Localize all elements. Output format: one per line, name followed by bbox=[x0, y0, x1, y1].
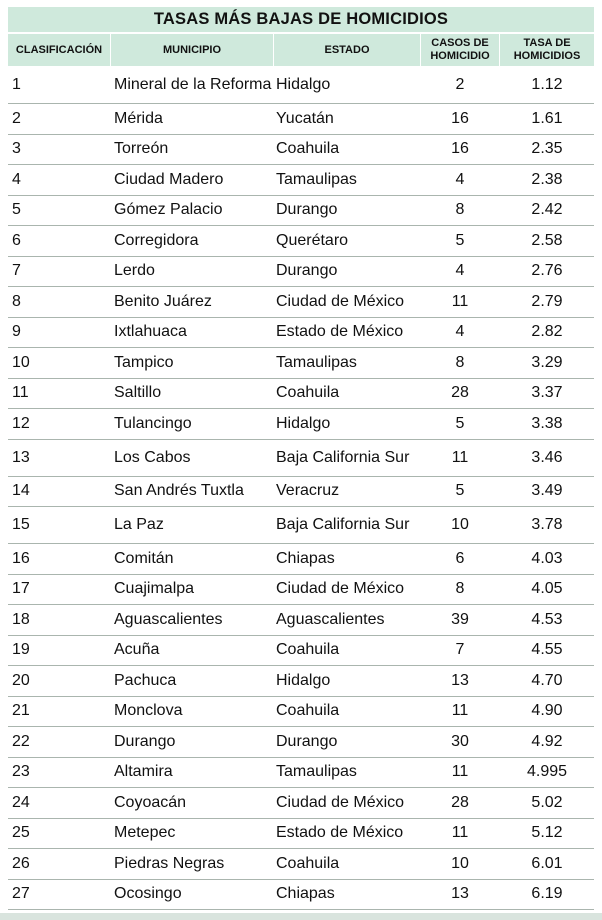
table-row bbox=[8, 727, 594, 758]
rank-cell: 11 bbox=[12, 384, 29, 402]
casos-cell: 6 bbox=[455, 549, 465, 567]
casos-cell: 13 bbox=[451, 885, 469, 903]
rank-cell: 5 bbox=[12, 201, 21, 219]
casos-cell: 8 bbox=[455, 353, 465, 371]
municipio-cell: Torreón bbox=[114, 140, 169, 158]
table-row bbox=[8, 104, 594, 135]
casos-cell: 2 bbox=[455, 75, 465, 93]
header-tasa-line1: TASA DE bbox=[523, 37, 571, 49]
casos-cell: 11 bbox=[451, 824, 469, 842]
municipio-cell: Pachuca bbox=[114, 671, 177, 689]
tasa-cell: 6.01 bbox=[531, 854, 563, 872]
estado-cell: Aguascalientes bbox=[276, 610, 385, 628]
rank-cell: 15 bbox=[12, 516, 30, 533]
municipio-cell: Comitán bbox=[114, 549, 174, 567]
estado-cell: Coahuila bbox=[276, 384, 340, 402]
municipio-cell: Lerdo bbox=[114, 262, 155, 280]
estado-cell: Coahuila bbox=[276, 702, 340, 720]
casos-cell: 4 bbox=[455, 170, 465, 188]
tasa-cell: 1.12 bbox=[531, 75, 563, 93]
municipio-cell: Mineral de la Reforma bbox=[114, 75, 272, 93]
casos-cell: 8 bbox=[455, 201, 465, 219]
estado-cell: Durango bbox=[276, 732, 338, 750]
tasa-cell: 4.92 bbox=[531, 732, 563, 750]
table-row bbox=[8, 66, 594, 104]
municipio-cell: Corregidora bbox=[114, 231, 199, 249]
header-estado: ESTADO bbox=[324, 43, 370, 56]
estado-cell: Veracruz bbox=[276, 482, 340, 500]
casos-cell: 5 bbox=[455, 482, 465, 500]
estado-cell: Durango bbox=[276, 201, 338, 219]
table-row bbox=[8, 819, 594, 850]
municipio-cell: Acuña bbox=[114, 641, 160, 659]
casos-cell: 11 bbox=[451, 763, 469, 781]
rank-cell: 9 bbox=[12, 323, 21, 341]
estado-cell: Hidalgo bbox=[276, 75, 331, 93]
tasa-cell: 4.03 bbox=[531, 549, 563, 567]
tasa-cell: 5.12 bbox=[531, 824, 563, 842]
rank-cell: 19 bbox=[12, 641, 30, 659]
tasa-cell: 2.76 bbox=[531, 262, 563, 280]
rank-cell: 7 bbox=[12, 262, 21, 280]
table-row bbox=[8, 287, 594, 318]
municipio-cell: Aguascalientes bbox=[114, 610, 223, 628]
rank-cell: 27 bbox=[12, 885, 30, 903]
municipio-cell: San Andrés Tuxtla bbox=[114, 482, 244, 500]
estado-cell: Coahuila bbox=[276, 140, 340, 158]
municipio-cell: Ixtlahuaca bbox=[114, 323, 187, 341]
table-row bbox=[8, 196, 594, 227]
casos-cell: 4 bbox=[455, 262, 465, 280]
table-row bbox=[8, 440, 594, 477]
casos-cell: 16 bbox=[451, 140, 469, 158]
tasa-cell: 6.19 bbox=[531, 885, 563, 903]
rank-cell: 14 bbox=[12, 482, 30, 500]
table-row bbox=[8, 379, 594, 410]
table-row bbox=[8, 666, 594, 697]
estado-cell: Ciudad de México bbox=[276, 793, 405, 811]
table-row bbox=[8, 226, 594, 257]
rank-cell: 16 bbox=[12, 549, 30, 567]
rank-cell: 6 bbox=[12, 231, 21, 249]
table-row bbox=[8, 849, 594, 880]
estado-cell: Estado de México bbox=[276, 323, 404, 341]
casos-cell: 5 bbox=[455, 231, 465, 249]
municipio-cell: La Paz bbox=[114, 516, 164, 533]
header-casos bbox=[421, 34, 499, 66]
rank-cell: 22 bbox=[12, 732, 30, 750]
casos-cell: 10 bbox=[451, 854, 469, 872]
rank-cell: 10 bbox=[12, 353, 30, 371]
rank-cell: 24 bbox=[12, 793, 30, 811]
rank-cell: 18 bbox=[12, 610, 30, 628]
casos-cell: 28 bbox=[451, 793, 469, 811]
casos-cell: 13 bbox=[451, 671, 469, 689]
estado-cell: Coahuila bbox=[276, 641, 340, 659]
table-row bbox=[8, 507, 594, 544]
estado-cell: Chiapas bbox=[276, 549, 335, 567]
tasa-cell: 3.46 bbox=[531, 448, 563, 466]
tasa-cell: 3.38 bbox=[531, 414, 563, 432]
table-row bbox=[8, 575, 594, 606]
rank-cell: 21 bbox=[12, 702, 30, 720]
tasa-cell: 1.61 bbox=[531, 109, 563, 127]
municipio-cell: Ciudad Madero bbox=[114, 170, 224, 188]
table-row bbox=[8, 788, 594, 819]
table-row bbox=[8, 544, 594, 575]
rank-cell: 25 bbox=[12, 824, 30, 842]
table-row bbox=[8, 318, 594, 349]
estado-cell: Hidalgo bbox=[276, 671, 331, 689]
municipio-cell: Cuajimalpa bbox=[114, 580, 195, 598]
municipio-cell: Saltillo bbox=[114, 384, 162, 402]
casos-cell: 39 bbox=[451, 610, 469, 628]
header-tasa bbox=[500, 34, 594, 66]
header-clasificacion: CLASIFICACIÓN bbox=[15, 43, 103, 56]
casos-cell: 11 bbox=[451, 448, 469, 466]
municipio-cell: Durango bbox=[114, 732, 176, 750]
tasa-cell: 2.35 bbox=[531, 140, 563, 158]
tasa-cell: 3.78 bbox=[531, 516, 563, 533]
table-row bbox=[8, 636, 594, 667]
header-casos-line2: HOMICIDIO bbox=[430, 50, 490, 62]
table-body bbox=[8, 66, 594, 910]
tasa-cell: 3.37 bbox=[531, 384, 563, 402]
municipio-cell: Tulancingo bbox=[114, 414, 192, 432]
estado-cell: Estado de México bbox=[276, 824, 404, 842]
tasa-cell: 3.29 bbox=[531, 353, 563, 371]
estado-cell: Yucatán bbox=[276, 109, 334, 127]
table-row bbox=[8, 880, 594, 911]
rank-cell: 1 bbox=[12, 75, 21, 93]
table-row bbox=[8, 165, 594, 196]
rank-cell: 4 bbox=[12, 170, 21, 188]
tasa-cell: 5.02 bbox=[531, 793, 563, 811]
casos-cell: 30 bbox=[451, 732, 469, 750]
tasa-cell: 4.90 bbox=[531, 702, 563, 720]
bottom-edge bbox=[0, 913, 602, 920]
municipio-cell: Metepec bbox=[114, 824, 176, 842]
tasa-cell: 4.70 bbox=[531, 671, 563, 689]
casos-cell: 5 bbox=[455, 414, 465, 432]
table-row bbox=[8, 409, 594, 440]
table-header bbox=[8, 34, 594, 66]
tasa-cell: 4.995 bbox=[526, 763, 568, 781]
header-tasa-line2: HOMICIDIOS bbox=[513, 50, 581, 62]
table-row bbox=[8, 758, 594, 789]
rank-cell: 17 bbox=[12, 580, 30, 598]
casos-cell: 16 bbox=[451, 109, 469, 127]
table-row bbox=[8, 257, 594, 288]
rank-cell: 26 bbox=[12, 854, 30, 872]
table-row bbox=[8, 348, 594, 379]
table-title: TASAS MÁS BAJAS DE HOMICIDIOS bbox=[8, 7, 594, 32]
estado-cell: Coahuila bbox=[276, 854, 340, 872]
municipio-cell: Monclova bbox=[114, 702, 183, 720]
estado-cell: Tamaulipas bbox=[276, 763, 357, 781]
tasa-cell: 4.55 bbox=[531, 641, 563, 659]
casos-cell: 11 bbox=[451, 702, 469, 720]
header-municipio: MUNICIPIO bbox=[162, 43, 222, 56]
municipio-cell: Piedras Negras bbox=[114, 854, 225, 872]
estado-cell: Querétaro bbox=[276, 231, 349, 249]
table-row bbox=[8, 605, 594, 636]
municipio-cell: Altamira bbox=[114, 763, 173, 781]
table-row bbox=[8, 697, 594, 728]
municipio-cell: Benito Juárez bbox=[114, 292, 212, 310]
municipio-cell: Gómez Palacio bbox=[114, 201, 223, 219]
casos-cell: 11 bbox=[451, 292, 469, 310]
tasa-cell: 2.42 bbox=[531, 201, 563, 219]
tasa-cell: 4.53 bbox=[531, 610, 563, 628]
tasa-cell: 2.38 bbox=[531, 170, 563, 188]
rank-cell: 8 bbox=[12, 292, 21, 310]
tasa-cell: 2.58 bbox=[531, 231, 563, 249]
tasa-cell: 2.79 bbox=[531, 292, 563, 310]
estado-cell: Tamaulipas bbox=[276, 353, 357, 371]
municipio-cell: Tampico bbox=[114, 353, 174, 371]
estado-cell: Hidalgo bbox=[276, 414, 331, 432]
municipio-cell: Los Cabos bbox=[114, 448, 191, 466]
rank-cell: 20 bbox=[12, 671, 30, 689]
tasa-cell: 2.82 bbox=[531, 323, 563, 341]
estado-cell: Baja California Sur bbox=[276, 448, 410, 466]
estado-cell: Ciudad de México bbox=[276, 292, 405, 310]
estado-cell: Tamaulipas bbox=[276, 170, 357, 188]
estado-cell: Ciudad de México bbox=[276, 580, 405, 598]
casos-cell: 10 bbox=[451, 516, 469, 533]
municipio-cell: Ocosingo bbox=[114, 885, 182, 903]
table-row bbox=[8, 135, 594, 166]
header-casos-line1: CASOS DE bbox=[431, 37, 489, 49]
rank-cell: 12 bbox=[12, 414, 30, 432]
rank-cell: 13 bbox=[12, 448, 30, 466]
rank-cell: 23 bbox=[12, 763, 30, 781]
tasa-cell: 3.49 bbox=[531, 482, 563, 500]
casos-cell: 7 bbox=[455, 641, 465, 659]
casos-cell: 28 bbox=[451, 384, 469, 402]
estado-cell: Durango bbox=[276, 262, 338, 280]
municipio-cell: Mérida bbox=[114, 109, 163, 127]
rank-cell: 3 bbox=[12, 140, 21, 158]
estado-cell: Baja California Sur bbox=[276, 516, 410, 533]
municipio-cell: Coyoacán bbox=[114, 793, 187, 811]
tasa-cell: 4.05 bbox=[531, 580, 563, 598]
casos-cell: 8 bbox=[455, 580, 465, 598]
table-row bbox=[8, 477, 594, 508]
estado-cell: Chiapas bbox=[276, 885, 335, 903]
casos-cell: 4 bbox=[455, 323, 465, 341]
rank-cell: 2 bbox=[12, 109, 21, 127]
